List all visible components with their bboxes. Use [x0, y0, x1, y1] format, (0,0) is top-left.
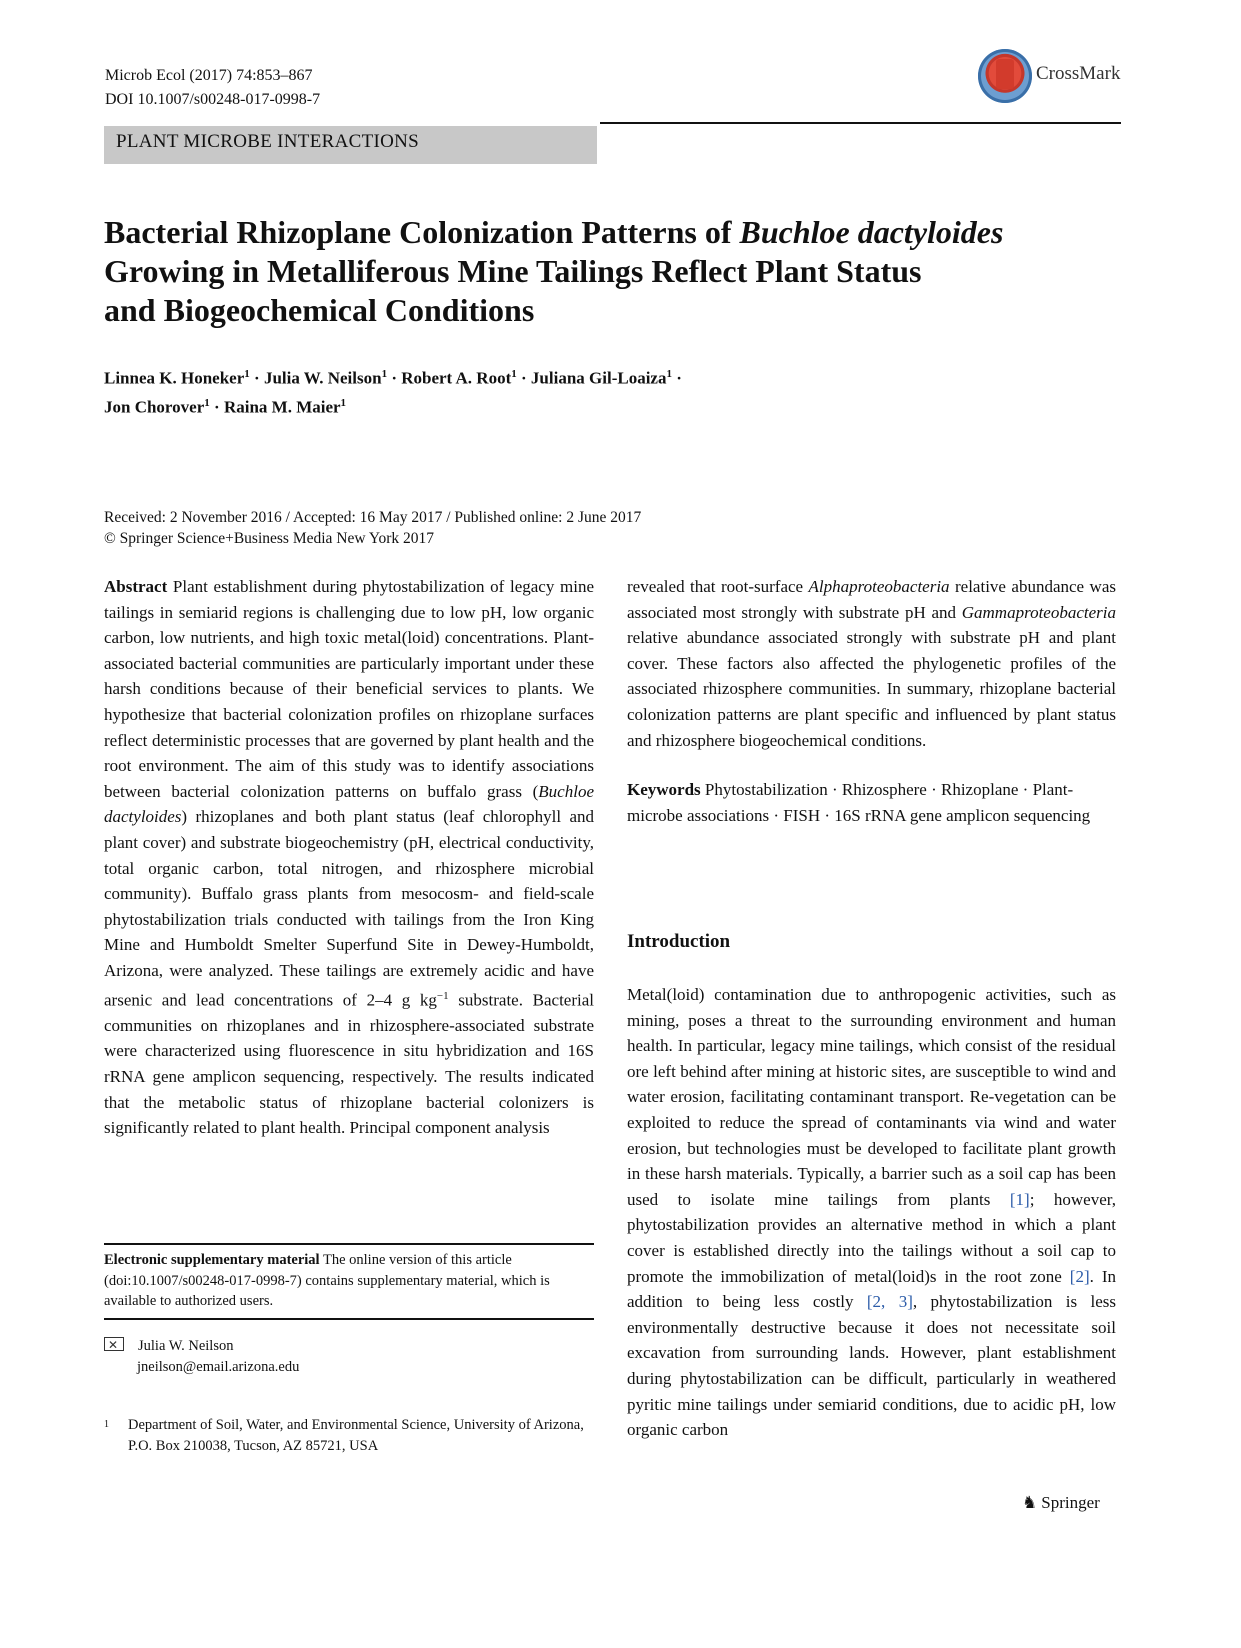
springer-horse-icon: ♞	[1022, 1493, 1038, 1512]
footnote-rule	[104, 1243, 594, 1245]
author-name[interactable]: Linnea K. Honeker	[104, 368, 245, 388]
intro-text: ; however, phytostabilization provides an alternative method in which a plant cover is established directly into the tailings without a soil cap to promote the immobilization of metal(loid)s in the root zone	[627, 1189, 1116, 1286]
keywords-label: Keywords	[627, 780, 701, 800]
abstract-label: Abstract	[104, 577, 168, 596]
keywords-text: Phytostabilization · Rhizosphere · Rhizoplane · Plant-microbe associations · FISH · 16S rRNA gene amplicon sequencing	[627, 780, 1091, 825]
crossmark-badge[interactable]	[978, 47, 1121, 109]
author-aff: 1	[204, 396, 210, 409]
contact-name: Julia W. Neilson	[138, 1338, 234, 1354]
citation-link[interactable]: [1]	[1009, 1189, 1030, 1209]
intro-text: , phytostabilization is less environmentally destructive because it does not necessitate soil excavation from surrounding lands. However, plant establishment during phytostabilization can be difficult, particularly in weathered pyritic mine tailings under semiarid conditions, due to acidic pH, low organic carbon	[627, 1292, 1116, 1440]
copyright-line: © Springer Science+Business Media New York 2017	[104, 530, 435, 547]
author-list: Linnea K. Honeker$^1$ · Julia W. Neilson$^1$ · Robert A. Root$^1$ · Juliana Gil-Loaiza$^1$ · Jon Chorover$^1$ · Raina M. Maier$^1$	[104, 368, 682, 417]
esm-label: Electronic supplementary material	[104, 1252, 320, 1268]
title-part-1: Bacterial Rhizoplane Colonization Patterns of	[104, 214, 740, 250]
article-dates	[104, 507, 641, 549]
abstract-species: Buchloe dactyloides	[104, 781, 594, 827]
contact-email[interactable]: jneilson@email.arizona.edu	[137, 1358, 300, 1375]
crossmark-label: CrossMark	[1036, 63, 1121, 84]
article-title	[104, 213, 1124, 330]
introduction-paragraph	[627, 982, 1116, 1443]
title-part-3: and Biogeochemical Conditions	[104, 292, 535, 328]
title-part-2: Growing in Metalliferous Mine Tailings Reflect Plant Status	[104, 253, 922, 289]
abstract-text: relative abundance was associated most strongly with substrate pH and	[627, 577, 1116, 622]
title-species: Buchloe dactyloides	[739, 214, 1004, 250]
abstract-text: substrate. Bacterial communities on rhizoplanes and in rhizosphere-associated substrate were characterized using fluorescence in situ hybridization and 16S rRNA gene amplicon sequencing, respectively. The results indicated that the metabolic status of rhizoplane bacterial colonizers is significantly related to plant health. Principal component analysis	[104, 990, 594, 1138]
publisher-name: Springer	[1041, 1493, 1100, 1512]
author-aff: 1	[381, 368, 388, 380]
abstract-text: Plant establishment during phytostabilization of legacy mine tailings in semiarid regions is challenging due to low pH, low organic carbon, low nutrients, and high toxic metal(loid) concentrations. Plant-associated bacterial communities are particularly important under these harsh conditions because of their beneficial services to plants. We hypothesize that bacterial colonization profiles on rhizoplane surfaces reflect deterministic processes that are governed by plant health and the root environment. The aim of this study was to identify associations between bacterial colonization patterns on buffalo grass (	[104, 577, 594, 801]
author-name[interactable]: Juliana Gil-Loaiza	[530, 368, 667, 388]
abstract-text: relative abundance associated strongly with substrate pH and plant cover. These factors also affected the phylogenetic profiles of the associated rhizosphere communities. In summary, rhizoplane bacterial colonization patterns are plant specific and influenced by plant status and rhizosphere biogeochemical conditions.	[627, 628, 1116, 750]
affiliation-text: Department of Soil, Water, and Environmental Science, University of Arizona, P.O. Box 210038, Tucson, AZ 85721, USA	[128, 1417, 584, 1454]
abstract-text: ) rhizoplanes and both plant status (leaf chlorophyll and plant cover) and substrate biogeochemistry (pH, electrical conductivity, total organic carbon, total nitrogen, and rhizosphere microbial community). Buffalo grass plants from mesocosm- and field-scale phytostabilization trials conducted with tailings from the Iron King Mine and Humboldt Smelter Superfund Site in Dewey-Humboldt, Arizona, were analyzed. These tailings are extremely acidic and have arsenic and lead concentrations of 2–4 g kg	[104, 807, 594, 1010]
intro-text: . In addition to being less costly	[627, 1266, 1116, 1312]
unit-superscript: −1	[436, 989, 449, 1002]
crossmark-icon	[978, 49, 1032, 103]
abstract-right-column	[627, 574, 1116, 828]
author-aff: 1	[666, 368, 672, 380]
keywords	[627, 777, 1116, 828]
esm-text: The online version of this article (doi:10.1007/s00248-017-0998-7) contains supplementary material, which is available to authorized users.	[104, 1252, 550, 1309]
abstract-paragraph	[104, 574, 594, 1141]
doi-line[interactable]: DOI 10.1007/s00248-017-0998-7	[105, 91, 321, 108]
section-label: PLANT MICROBE INTERACTIONS	[116, 131, 420, 152]
abstract-text: revealed that root-surface	[627, 577, 809, 596]
header-rule	[600, 122, 1121, 124]
journal-citation	[105, 64, 320, 112]
affiliation	[104, 1415, 594, 1456]
author-name[interactable]: Robert A. Root	[401, 368, 512, 388]
corresponding-author	[104, 1336, 299, 1377]
taxon-name: Alphaproteobacteria	[808, 577, 950, 596]
author-aff: 1	[244, 368, 250, 380]
citation-link[interactable]: [2, 3]	[866, 1292, 913, 1312]
history-dates: Received: 2 November 2016 / Accepted: 16 May 2017 / Published online: 2 June 2017	[104, 509, 642, 526]
journal-line: Microb Ecol (2017) 74:853–867	[105, 67, 313, 84]
taxon-name: Gammaproteobacteria	[961, 602, 1116, 622]
abstract-left-column	[104, 574, 594, 1141]
abstract-continuation	[627, 574, 1116, 753]
author-aff: 1	[340, 396, 347, 409]
intro-text: Metal(loid) contamination due to anthropogenic activities, such as mining, poses a threat to the surrounding environment and human health. In particular, legacy mine tailings, which consist of the residual ore left behind after mining at historic sites, are susceptible to wind and water erosion, facilitating contaminant transport. Re-vegetation can be exploited to reduce the spread of contaminants via wind and water erosion, but technologies must be developed to facilitate plant growth in these harsh materials. Typically, a barrier such as a soil cap has been used to isolate mine tailings from plants	[627, 985, 1116, 1209]
supplementary-note	[104, 1250, 564, 1312]
author-name[interactable]: Julia W. Neilson	[263, 368, 382, 388]
publisher-logo	[1022, 1493, 1100, 1513]
author-name[interactable]: Jon Chorover	[104, 397, 205, 417]
envelope-icon	[104, 1337, 124, 1351]
section-heading-introduction: Introduction	[627, 931, 731, 952]
author-aff: 1	[511, 368, 517, 380]
footnote-rule	[104, 1318, 594, 1320]
affiliation-number: 1	[104, 1419, 109, 1430]
citation-link[interactable]: [2]	[1069, 1266, 1090, 1286]
introduction-body	[627, 982, 1116, 1443]
author-name[interactable]: Raina M. Maier	[223, 397, 341, 417]
